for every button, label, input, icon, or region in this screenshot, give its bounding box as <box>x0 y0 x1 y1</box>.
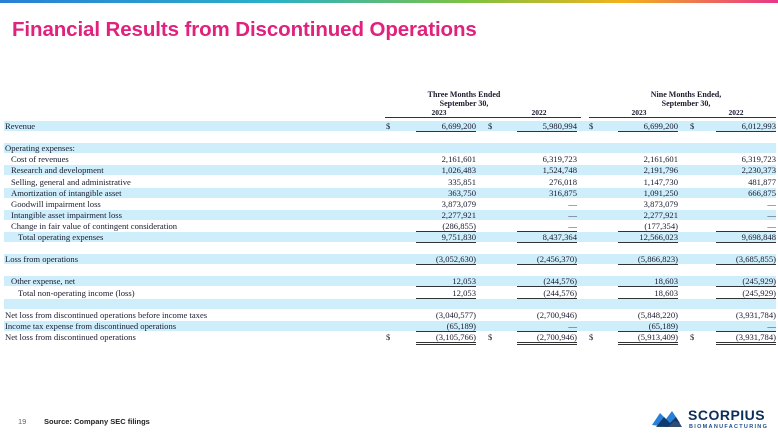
table-row <box>4 188 776 198</box>
table-cell: 276,018 <box>549 176 577 187</box>
table-cell: 2,277,921 <box>643 209 678 220</box>
row-label: Net loss from discontinued operations <box>5 331 136 342</box>
table-row <box>4 165 776 175</box>
table-cell: 1,147,730 <box>643 176 678 187</box>
row-label: Total non-operating income (loss) <box>18 287 135 298</box>
table-cell: 3,873,079 <box>441 198 476 209</box>
table-cell: 18,603 <box>618 288 678 299</box>
table-cell: 481,877 <box>748 176 776 187</box>
table-cell: 2,161,601 <box>643 154 678 165</box>
top-accent-bar <box>0 0 778 3</box>
table-cell: 6,012,993 <box>716 121 776 132</box>
dollar-sign: $ <box>589 121 594 131</box>
table-cell: (177,354) <box>618 221 678 232</box>
table-cell: (2,456,370) <box>517 254 577 265</box>
table-row <box>4 143 776 153</box>
row-label: Income tax expense from discontinued operations <box>5 320 177 331</box>
row-label: Intangible asset impairment loss <box>11 209 122 220</box>
table-cell: (3,931,784) <box>735 309 776 320</box>
table-row <box>4 132 776 142</box>
table-cell: 12,053 <box>416 288 476 299</box>
table-cell: 2,230,373 <box>741 165 776 176</box>
table-cell: — <box>767 198 776 209</box>
table-cell: (244,576) <box>517 288 577 299</box>
table-row <box>4 199 776 209</box>
table-cell: (244,576) <box>517 276 577 287</box>
table-cell: 1,091,250 <box>643 187 678 198</box>
table-cell: (3,040,577) <box>435 309 476 320</box>
table-cell: 666,875 <box>748 187 776 198</box>
row-label: Other expense, net <box>11 276 76 287</box>
header-underline <box>589 117 776 118</box>
table-cell: 316,875 <box>549 187 577 198</box>
dollar-sign: $ <box>488 331 493 342</box>
row-label: Revenue <box>5 121 36 131</box>
table-row <box>4 276 776 286</box>
table-cell: — <box>716 221 776 232</box>
row-label: Goodwill impairment loss <box>11 198 101 209</box>
year-header: 2023 <box>631 108 647 117</box>
table-cell: 3,873,079 <box>643 198 678 209</box>
dollar-sign: $ <box>690 331 695 342</box>
row-label: Change in fair value of contingent consideration <box>11 220 178 231</box>
table-cell: 18,603 <box>618 276 678 287</box>
table-cell: (3,931,784) <box>716 332 776 345</box>
table-cell: (5,848,220) <box>637 309 678 320</box>
table-cell: 2,161,601 <box>441 154 476 165</box>
row-label: Total operating expenses <box>18 232 104 242</box>
table-row <box>4 154 776 164</box>
year-header: 2022 <box>728 108 744 117</box>
header-underline <box>385 117 581 118</box>
table-cell: (3,052,630) <box>416 254 476 265</box>
table-cell: 8,437,364 <box>517 232 577 243</box>
table-cell: (65,189) <box>416 321 476 332</box>
table-row <box>4 210 776 220</box>
table-cell: — <box>517 221 577 232</box>
dollar-sign: $ <box>589 331 594 342</box>
logo-name: SCORPIUS <box>688 407 766 423</box>
year-header: 2023 <box>431 108 447 117</box>
table-cell: 6,319,723 <box>542 154 577 165</box>
table-row <box>4 221 776 231</box>
row-label: Operating expenses: <box>5 143 75 154</box>
dollar-sign: $ <box>386 331 391 342</box>
table-row <box>4 254 776 264</box>
header-three-months: Three Months Ended September 30, <box>427 90 501 108</box>
table-cell: 9,698,848 <box>716 232 776 243</box>
table-cell: 6,699,200 <box>618 121 678 132</box>
table-cell: 12,053 <box>416 276 476 287</box>
row-label: Selling, general and administrative <box>11 176 131 187</box>
source-note: Source: Company SEC filings <box>44 417 150 426</box>
dollar-sign: $ <box>690 121 695 131</box>
table-cell: 1,026,483 <box>441 165 476 176</box>
header-nine-months: Nine Months Ended, September 30, <box>650 90 722 108</box>
table-row <box>4 121 776 131</box>
table-cell: 363,750 <box>448 187 476 198</box>
table-cell: (245,929) <box>716 276 776 287</box>
table-cell: 335,851 <box>448 176 476 187</box>
row-label: Loss from operations <box>5 254 79 265</box>
table-cell: — <box>568 209 577 220</box>
year-header: 2022 <box>531 108 547 117</box>
row-label: Research and development <box>11 165 104 176</box>
table-row <box>4 310 776 320</box>
page-title: Financial Results from Discontinued Operations <box>12 18 477 41</box>
table-row <box>4 177 776 187</box>
table-row <box>4 265 776 275</box>
dollar-sign: $ <box>386 121 391 131</box>
table-cell: (286,855) <box>416 221 476 232</box>
table-cell: 6,319,723 <box>741 154 776 165</box>
table-cell: 1,524,748 <box>542 165 577 176</box>
table-cell: 9,751,830 <box>416 232 476 243</box>
table-cell: (5,913,409) <box>618 332 678 345</box>
table-cell: (2,700,946) <box>536 309 577 320</box>
row-label: Amortization of intangible asset <box>11 187 122 198</box>
table-cell: 2,191,796 <box>643 165 678 176</box>
row-label: Net loss from discontinued operations before income taxes <box>5 309 208 320</box>
table-cell: (5,866,823) <box>618 254 678 265</box>
table-row <box>4 243 776 253</box>
table-cell: — <box>568 198 577 209</box>
table-cell: 5,980,994 <box>517 121 577 132</box>
table-row <box>4 288 776 298</box>
table-cell: — <box>767 209 776 220</box>
table-cell: — <box>716 321 776 332</box>
logo-tagline: BIOMANUFACTURING <box>689 424 769 430</box>
table-row <box>4 232 776 242</box>
table-cell: 6,699,200 <box>416 121 476 132</box>
table-cell: (245,929) <box>716 288 776 299</box>
table-cell: 2,277,921 <box>441 209 476 220</box>
table-cell: (65,189) <box>618 321 678 332</box>
table-cell: (3,105,766) <box>416 332 476 345</box>
dollar-sign: $ <box>488 121 493 131</box>
table-cell: (2,700,946) <box>517 332 577 345</box>
table-cell: 12,566,023 <box>618 232 678 243</box>
table-row <box>4 299 776 309</box>
row-label: Cost of revenues <box>11 154 69 165</box>
table-cell: (3,685,855) <box>716 254 776 265</box>
page-number: 19 <box>18 417 27 426</box>
table-cell: — <box>517 321 577 332</box>
table-row <box>4 321 776 331</box>
table-row <box>4 332 776 342</box>
